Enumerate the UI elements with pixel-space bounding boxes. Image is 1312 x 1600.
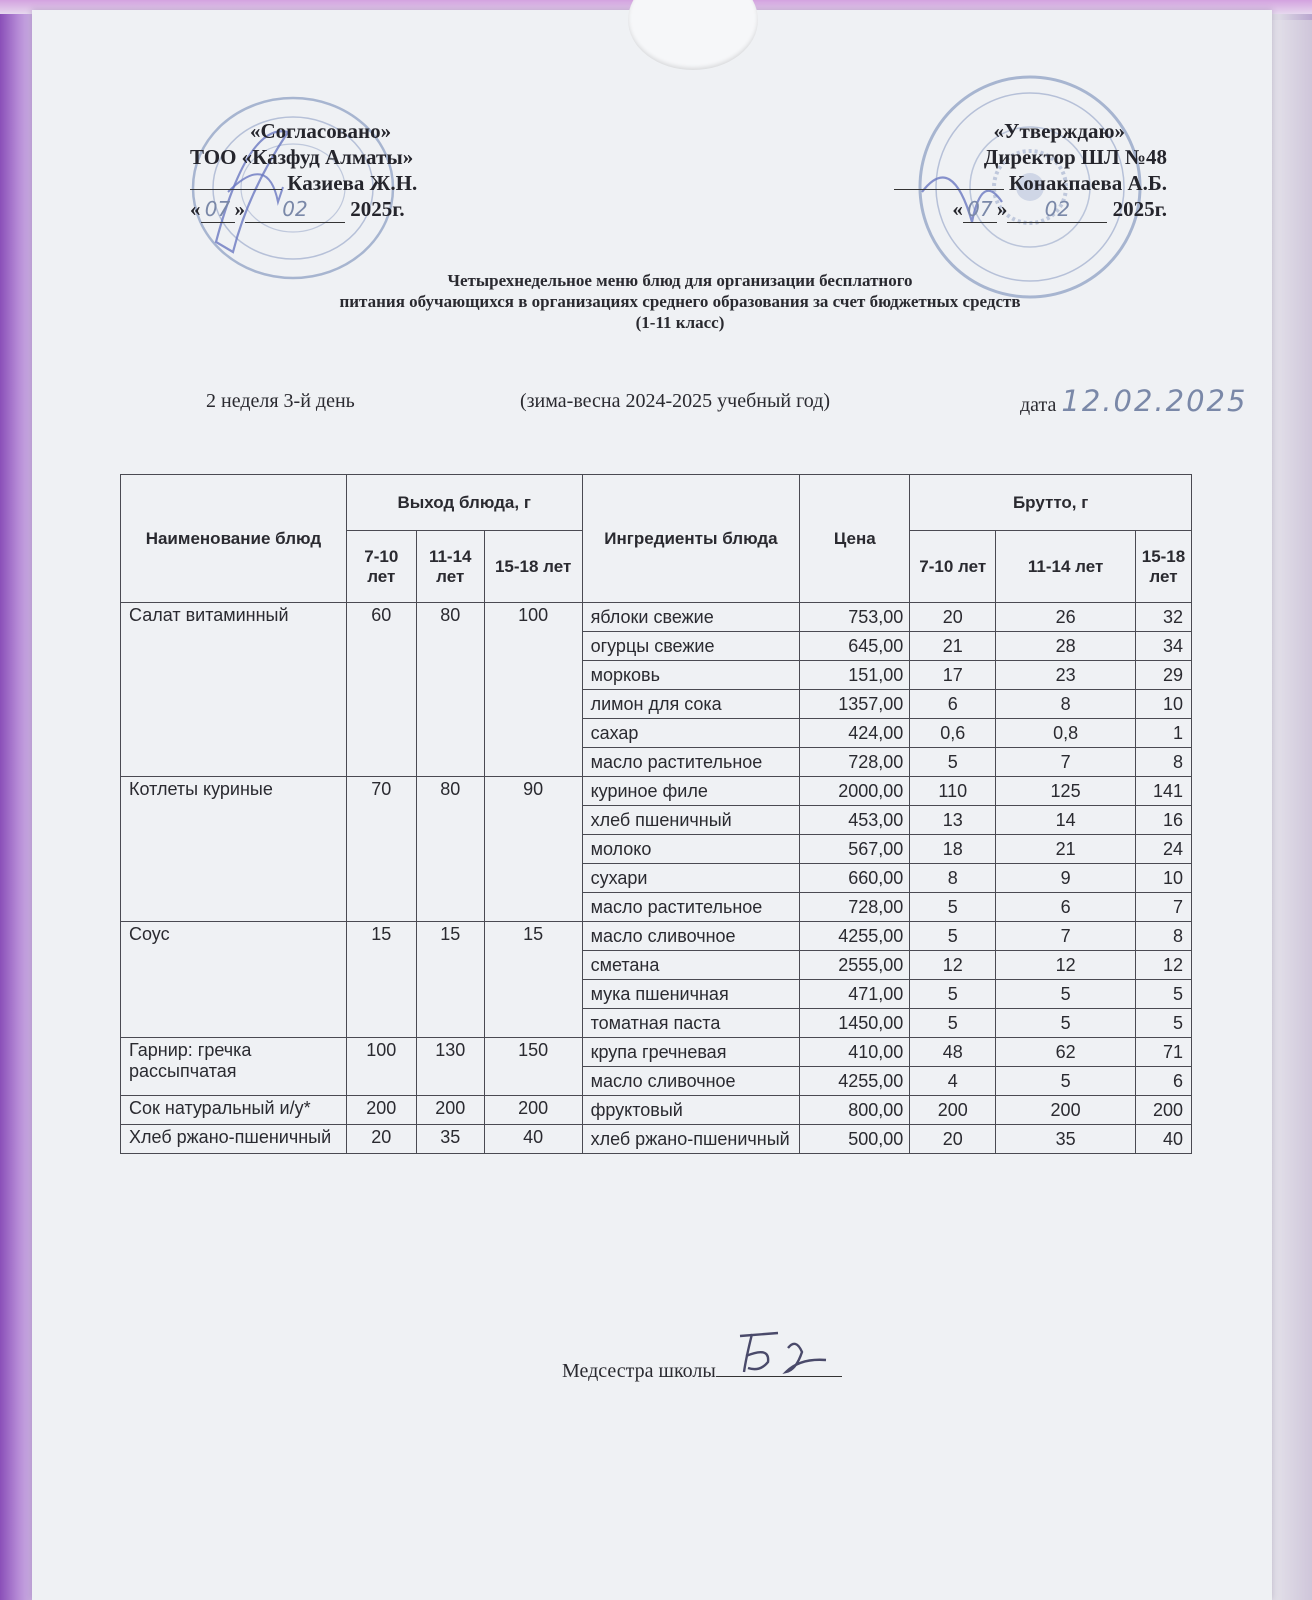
ingredient-price: 453,00 xyxy=(800,806,910,835)
output-11-14: 15 xyxy=(416,922,484,1038)
brutto-7-10: 5 xyxy=(910,748,996,777)
brutto-11-14: 7 xyxy=(996,922,1136,951)
header-ingredients: Ингредиенты блюда xyxy=(582,475,800,603)
brutto-7-10: 20 xyxy=(910,1125,996,1154)
table-row xyxy=(121,1125,1192,1154)
brutto-7-10: 13 xyxy=(910,806,996,835)
header-output-age-11-14: 11-14 лет xyxy=(416,531,484,603)
brutto-15-18: 34 xyxy=(1135,632,1191,661)
approval-right-signature-row xyxy=(894,170,1167,196)
ingredient-price: 1450,00 xyxy=(800,1009,910,1038)
ingredient-name: томатная паста xyxy=(582,1009,800,1038)
brutto-15-18: 6 xyxy=(1135,1067,1191,1096)
header-brutto-age-15-18: 15-18 лет xyxy=(1135,531,1191,603)
output-15-18: 15 xyxy=(484,922,582,1038)
folder-edge xyxy=(1272,20,1312,1600)
brutto-15-18: 29 xyxy=(1135,661,1191,690)
brutto-15-18: 8 xyxy=(1135,748,1191,777)
date-quote-close: » xyxy=(234,197,245,221)
approval-left-name: Казиева Ж.Н. xyxy=(287,171,418,195)
output-7-10: 200 xyxy=(346,1096,416,1125)
season-label: (зима-весна 2024-2025 учебный год) xyxy=(520,390,831,412)
dish-name: Сок натуральный и/у* xyxy=(121,1096,347,1125)
brutto-11-14: 5 xyxy=(996,1067,1136,1096)
table-row xyxy=(121,1038,1192,1067)
approval-left-month: 02 xyxy=(245,196,345,223)
ingredient-name: масло растительное xyxy=(582,748,800,777)
ingredient-name: куриное филе xyxy=(582,777,800,806)
brutto-7-10: 5 xyxy=(910,980,996,1009)
table-row xyxy=(121,603,1192,632)
approval-right-day: 07 xyxy=(963,196,997,223)
dish-name: Котлеты куриные xyxy=(121,777,347,922)
brutto-7-10: 6 xyxy=(910,690,996,719)
approval-right-month: 02 xyxy=(1007,196,1107,223)
approval-block-right xyxy=(894,118,1167,223)
date-value: 12.02.2025 xyxy=(1061,384,1248,418)
approval-left-year: 2025г. xyxy=(350,197,405,221)
brutto-7-10: 5 xyxy=(910,1009,996,1038)
brutto-11-14: 21 xyxy=(996,835,1136,864)
brutto-7-10: 200 xyxy=(910,1096,996,1125)
ingredient-name: сметана xyxy=(582,951,800,980)
output-15-18: 40 xyxy=(484,1125,582,1154)
brutto-11-14: 6 xyxy=(996,893,1136,922)
header-brutto-age-11-14: 11-14 лет xyxy=(996,531,1136,603)
nurse-signature-line xyxy=(716,1358,842,1377)
ingredient-name: яблоки свежие xyxy=(582,603,800,632)
output-7-10: 70 xyxy=(346,777,416,922)
brutto-7-10: 20 xyxy=(910,603,996,632)
brutto-7-10: 8 xyxy=(910,864,996,893)
approval-left-day: 07 xyxy=(201,196,235,223)
ingredient-name: фруктовый xyxy=(582,1096,800,1125)
header-dish: Наименование блюд xyxy=(121,475,347,603)
output-11-14: 35 xyxy=(416,1125,484,1154)
brutto-15-18: 5 xyxy=(1135,1009,1191,1038)
output-15-18: 150 xyxy=(484,1038,582,1096)
brutto-11-14: 23 xyxy=(996,661,1136,690)
ingredient-name: масло сливочное xyxy=(582,1067,800,1096)
ingredient-price: 4255,00 xyxy=(800,1067,910,1096)
brutto-15-18: 71 xyxy=(1135,1038,1191,1067)
approval-right-heading: «Утверждаю» xyxy=(993,119,1125,143)
ingredient-name: морковь xyxy=(582,661,800,690)
brutto-7-10: 5 xyxy=(910,893,996,922)
folder-thumb-notch xyxy=(628,0,758,70)
brutto-11-14: 8 xyxy=(996,690,1136,719)
ingredient-name: огурцы свежие xyxy=(582,632,800,661)
ingredient-name: хлеб пшеничный xyxy=(582,806,800,835)
brutto-15-18: 10 xyxy=(1135,864,1191,893)
brutto-15-18: 16 xyxy=(1135,806,1191,835)
approval-left-signature-row xyxy=(190,170,417,196)
document-title xyxy=(160,270,1200,333)
dish-name: Соус xyxy=(121,922,347,1038)
brutto-15-18: 10 xyxy=(1135,690,1191,719)
ingredient-price: 660,00 xyxy=(800,864,910,893)
brutto-7-10: 21 xyxy=(910,632,996,661)
date-quote-open: « xyxy=(190,197,201,221)
brutto-11-14: 5 xyxy=(996,980,1136,1009)
output-7-10: 20 xyxy=(346,1125,416,1154)
ingredient-price: 645,00 xyxy=(800,632,910,661)
header-price: Цена xyxy=(800,475,910,603)
brutto-15-18: 141 xyxy=(1135,777,1191,806)
header-brutto-age-7-10: 7-10 лет xyxy=(910,531,996,603)
brutto-11-14: 26 xyxy=(996,603,1136,632)
brutto-11-14: 28 xyxy=(996,632,1136,661)
menu-table xyxy=(120,474,1192,1154)
brutto-15-18: 24 xyxy=(1135,835,1191,864)
brutto-7-10: 110 xyxy=(910,777,996,806)
ingredient-price: 4255,00 xyxy=(800,922,910,951)
brutto-11-14: 200 xyxy=(996,1096,1136,1125)
ingredient-name: сухари xyxy=(582,864,800,893)
ingredient-price: 728,00 xyxy=(800,748,910,777)
brutto-11-14: 12 xyxy=(996,951,1136,980)
brutto-11-14: 62 xyxy=(996,1038,1136,1067)
brutto-15-18: 5 xyxy=(1135,980,1191,1009)
ingredient-price: 800,00 xyxy=(800,1096,910,1125)
menu-table-body xyxy=(121,603,1192,1154)
output-11-14: 80 xyxy=(416,603,484,777)
ingredient-name: масло сливочное xyxy=(582,922,800,951)
brutto-11-14: 14 xyxy=(996,806,1136,835)
ingredient-price: 728,00 xyxy=(800,893,910,922)
title-line-2: питания обучающихся в организациях среднего образования за счет бюджетных средств xyxy=(339,292,1021,311)
output-7-10: 100 xyxy=(346,1038,416,1096)
date-row xyxy=(1020,384,1247,418)
dish-name: Гарнир: гречка рассыпчатая xyxy=(121,1038,347,1096)
date-quote-close: » xyxy=(996,197,1008,221)
ingredient-name: крупа гречневая xyxy=(582,1038,800,1067)
output-15-18: 200 xyxy=(484,1096,582,1125)
brutto-11-14: 7 xyxy=(996,748,1136,777)
ingredient-price: 753,00 xyxy=(800,603,910,632)
ingredient-name: мука пшеничная xyxy=(582,980,800,1009)
output-7-10: 15 xyxy=(346,922,416,1038)
brutto-11-14: 35 xyxy=(996,1125,1136,1154)
table-row xyxy=(121,922,1192,951)
nurse-label: Медсестра школы xyxy=(562,1360,716,1382)
header-brutto: Брутто, г xyxy=(910,475,1192,531)
title-line-3: (1-11 класс) xyxy=(635,313,725,332)
title-line-1: Четырехнедельное меню блюд для организации бесплатного xyxy=(447,271,913,290)
approval-right-position: Директор ШЛ №48 xyxy=(983,145,1167,169)
output-15-18: 100 xyxy=(484,603,582,777)
brutto-15-18: 1 xyxy=(1135,719,1191,748)
ingredient-price: 151,00 xyxy=(800,661,910,690)
table-row xyxy=(121,1096,1192,1125)
approval-right-name: Конакпаева А.Б. xyxy=(1009,171,1167,195)
brutto-7-10: 48 xyxy=(910,1038,996,1067)
header-output-age-15-18: 15-18 лет xyxy=(484,531,582,603)
approval-left-date xyxy=(190,196,417,223)
ingredient-price: 2555,00 xyxy=(800,951,910,980)
ingredient-price: 500,00 xyxy=(800,1125,910,1154)
brutto-15-18: 32 xyxy=(1135,603,1191,632)
week-day-label: 2 неделя 3-й день xyxy=(206,390,355,412)
brutto-7-10: 4 xyxy=(910,1067,996,1096)
approval-right-year: 2025г. xyxy=(1112,197,1167,221)
output-11-14: 130 xyxy=(416,1038,484,1096)
brutto-11-14: 5 xyxy=(996,1009,1136,1038)
date-label: дата xyxy=(1020,394,1057,416)
approval-block-left xyxy=(190,118,417,223)
approval-left-heading: «Согласовано» xyxy=(250,119,392,143)
ingredient-price: 567,00 xyxy=(800,835,910,864)
approval-left-org: ТОО «Казфуд Алматы» xyxy=(190,145,414,169)
nurse-signature-scribble xyxy=(730,1328,840,1378)
ingredient-name: масло растительное xyxy=(582,893,800,922)
ingredient-price: 2000,00 xyxy=(800,777,910,806)
table-row xyxy=(121,777,1192,806)
brutto-7-10: 0,6 xyxy=(910,719,996,748)
brutto-11-14: 9 xyxy=(996,864,1136,893)
brutto-7-10: 18 xyxy=(910,835,996,864)
brutto-7-10: 12 xyxy=(910,951,996,980)
signature-line xyxy=(894,189,1004,190)
header-output: Выход блюда, г xyxy=(346,475,582,531)
brutto-15-18: 200 xyxy=(1135,1096,1191,1125)
nurse-signature xyxy=(562,1358,842,1383)
brutto-11-14: 125 xyxy=(996,777,1136,806)
brutto-15-18: 8 xyxy=(1135,922,1191,951)
output-11-14: 200 xyxy=(416,1096,484,1125)
output-11-14: 80 xyxy=(416,777,484,922)
brutto-15-18: 12 xyxy=(1135,951,1191,980)
output-15-18: 90 xyxy=(484,777,582,922)
ingredient-name: молоко xyxy=(582,835,800,864)
ingredient-price: 424,00 xyxy=(800,719,910,748)
ingredient-price: 1357,00 xyxy=(800,690,910,719)
date-quote-open: « xyxy=(952,197,963,221)
ingredient-name: хлеб ржано-пшеничный xyxy=(582,1125,800,1154)
header-output-age-7-10: 7-10 лет xyxy=(346,531,416,603)
ingredient-price: 410,00 xyxy=(800,1038,910,1067)
brutto-15-18: 40 xyxy=(1135,1125,1191,1154)
output-7-10: 60 xyxy=(346,603,416,777)
ingredient-name: лимон для сока xyxy=(582,690,800,719)
dish-name: Хлеб ржано-пшеничный xyxy=(121,1125,347,1154)
brutto-15-18: 7 xyxy=(1135,893,1191,922)
signature-line xyxy=(190,189,282,190)
approval-right-date xyxy=(894,196,1167,223)
dish-name: Салат витаминный xyxy=(121,603,347,777)
brutto-11-14: 0,8 xyxy=(996,719,1136,748)
brutto-7-10: 5 xyxy=(910,922,996,951)
ingredient-price: 471,00 xyxy=(800,980,910,1009)
ingredient-name: сахар xyxy=(582,719,800,748)
brutto-7-10: 17 xyxy=(910,661,996,690)
